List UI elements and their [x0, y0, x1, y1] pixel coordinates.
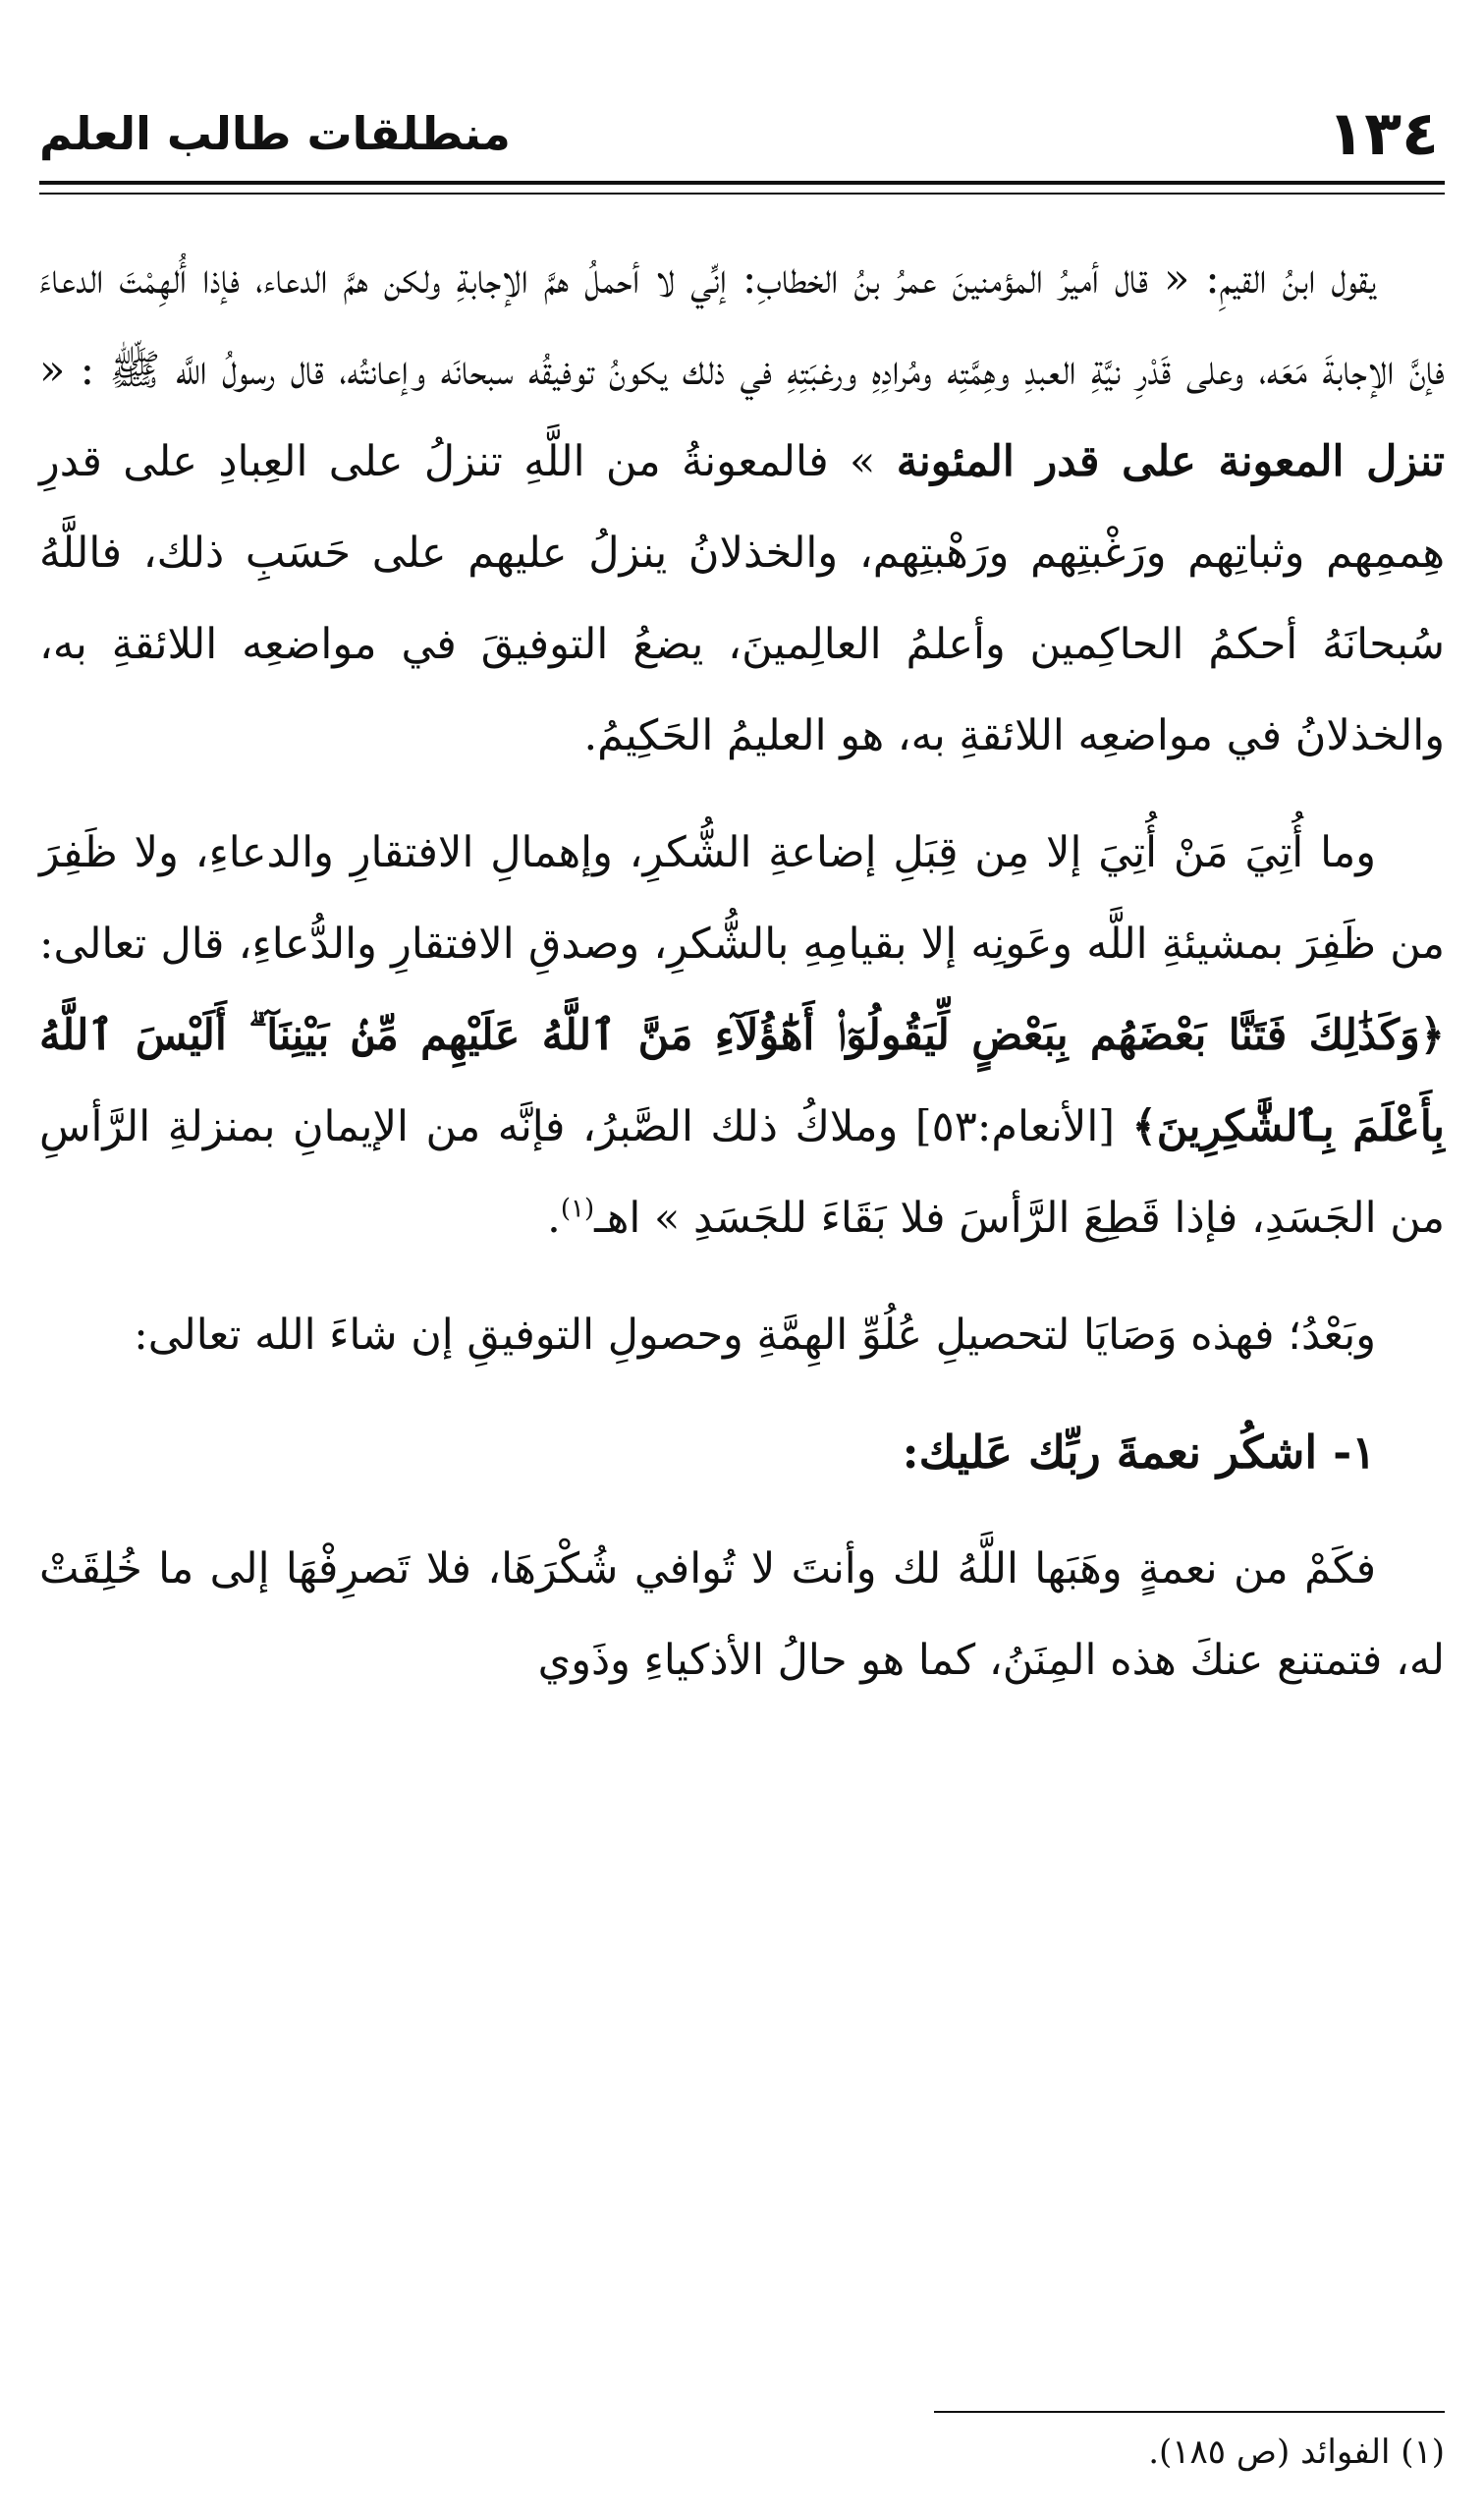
- p2-part-3: [الأنعام:٥٣] وملاكُ ذلك الصَّبرُ، فإنَّه من الإيمانِ بمنزلةِ الرَّأسِ من الجَسَدِ، فإذا قَطِعَ الرَّأسَ فلا بَقَاءَ للجَسَدِ » اهـ: [39, 1102, 1445, 1243]
- running-title: منطلقات طالب العلم: [39, 107, 511, 160]
- p2-part-1: وما أُتِيَ مَنْ أُتِيَ إلا مِن قِبَلِ إضاعةِ الشُّكرِ، وإهمالِ الافتقارِ والدعاءِ، ولا ظَفِرَ من ظَفِرَ بمشيئةِ اللَّه وعَونِه إلا بقيامِهِ بالشُّكرِ، وصدقِ الافتقارِ والدُّعاءِ، قال تعالى:: [39, 828, 1445, 969]
- footnote-rule: [934, 2411, 1445, 2413]
- section-heading: ١- اشكُر نعمةَ ربِّك عَليك:: [902, 1426, 1376, 1479]
- p1-part-1: يقول ابنُ القيمِ: « قال أميرُ المؤمنينَ عمرُ بنُ الخطابِ: إنِّي لا أحملُ همَّ الإجابةِ ولكن همَّ الدعاء، فإذا أُلهِمْتَ الدعاءَ فإنَّ الإجابةَ مَعَه، وعلى قَدْرِ نيَّةِ العبدِ وهِمَّتِه ومُرادِهِ ورغبَتِهِ في ذلك يكونُ توفيقُه سبحانَه وإعانتُه، قال رسولُ اللَّه ﷺ : «: [39, 254, 1445, 395]
- book-page: [39, 0, 1445, 2516]
- footnote-ref[interactable]: (١): [560, 1194, 595, 1224]
- p3-part-1: وبَعْدُ؛ فهذه وَصَايَا لتحصيلِ عُلُوِّ الهِمَّةِ وحصولِ التوفيقِ إن شاءَ الله تعالى:: [134, 1311, 1376, 1360]
- page-number: ١٣٤: [1327, 97, 1439, 169]
- paragraph-2: [39, 808, 1445, 1264]
- footnote: [39, 2423, 1445, 2482]
- footnote-text: الفوائد (ص ١٨٥).: [1148, 2432, 1391, 2472]
- header-rule-thick: [39, 181, 1445, 185]
- p1-part-3: » فالمعونةُ من اللَّهِ تنزلُ على العِبادِ على قدرِ هِممِهم وثباتِهم ورَغْبتِهم ورَهْبتِهم، والخذلانُ ينزلُ عليهم على حَسَبِ ذلك، فاللَّهُ سُبحانَهُ أحكمُ الحاكِمين وأعلمُ العالِمينَ، يضعُ التوفيقَ في مواضعِه اللائقةِ به، والخذلانُ في مواضعِه اللائقةِ به، هو العليمُ الحَكِيمُ.: [39, 437, 1445, 760]
- page-header: [39, 94, 1445, 173]
- main-text: [39, 234, 1445, 1732]
- p2-trailing: .: [547, 1194, 561, 1243]
- header-rule-thin: [39, 193, 1445, 195]
- hadith-quote: تنزل المعونة على قدر المئونة: [896, 437, 1446, 486]
- paragraph-4: فكَمْ من نعمةٍ وهَبَها اللَّهُ لك وأنتَ لا تُوافي شُكْرَهَا، فلا تَصرِفْهَا إلى ما خُلِقَتْ له، فتمتنع عنكَ هذه المِنَنُ، كما هو حالُ الأذكياءِ وذَوي: [39, 1544, 1445, 1685]
- quran-verse: ﴿وَكَذَٰلِكَ فَتَنَّا بَعْضَهُم بِبَعْضٍ لِّيَقُولُوٓا۟ أَهَٰٓؤُلَآءِ مَنَّ ٱللَّهُ عَلَيْهِم مِّنۢ بَيْنِنَآ ۗ أَلَيْسَ ٱللَّهُ بِأَعْلَمَ بِٱلشَّٰكِرِينَ﴾: [39, 1011, 1446, 1151]
- paragraph-3: [39, 1290, 1445, 1381]
- footnote-marker: (١): [1401, 2432, 1445, 2472]
- paragraph-1: [39, 234, 1445, 782]
